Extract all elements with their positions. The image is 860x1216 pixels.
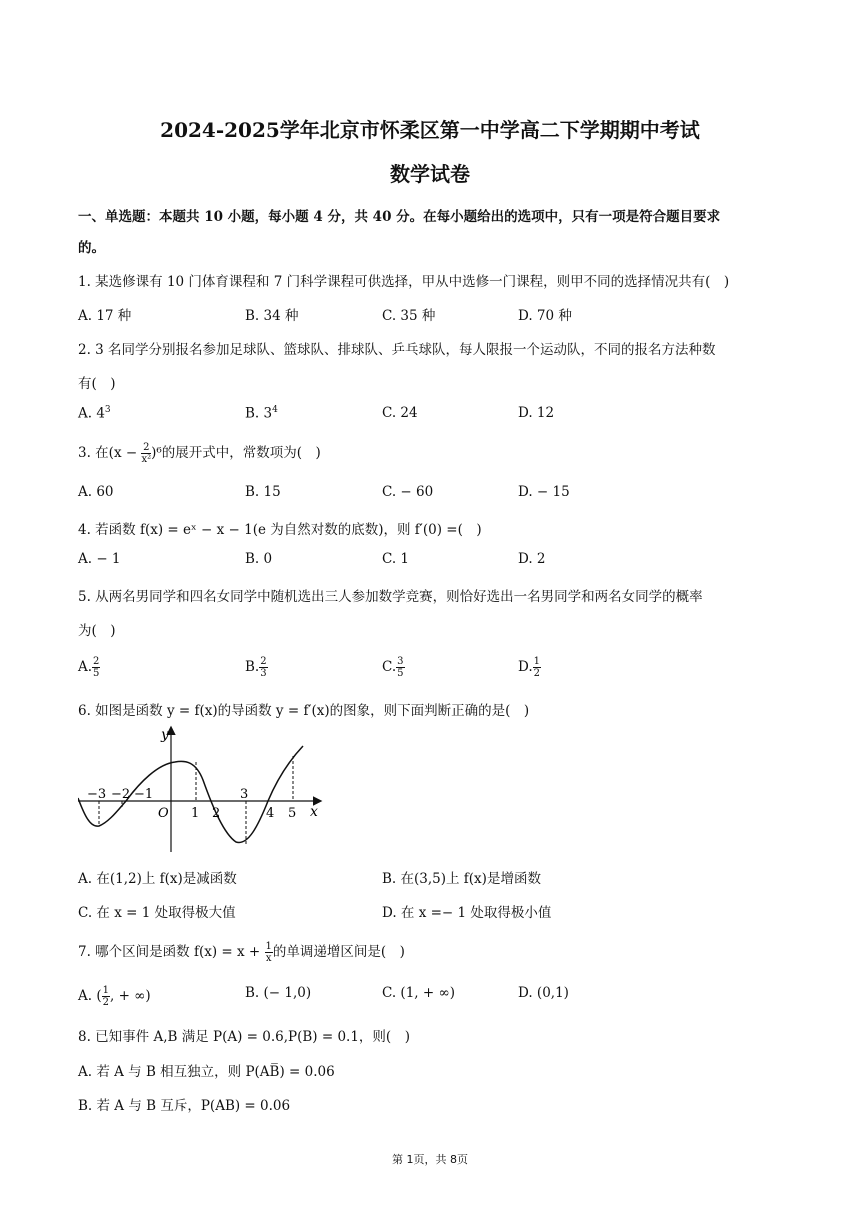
q8-stem: 8. 已知事件 A,B 满足 P(A) = 0.6,P(B) = 0.1，则( ) bbox=[78, 1029, 410, 1045]
x-axis-label: x bbox=[310, 804, 318, 820]
q7-option-d: D. (0,1) bbox=[518, 985, 569, 1001]
q1-stem: 1. 某选修课有 10 门体育课程和 7 门科学课程可供选择，甲从中选修一门课程，则甲不同的选择情况共有( ) bbox=[78, 274, 730, 290]
q2-option-d: D. 12 bbox=[518, 405, 555, 421]
q8-option-a: A. 若 A 与 B 相互独立，则 P(AB̅) = 0.06 bbox=[78, 1064, 335, 1080]
q6-derivative-graph bbox=[78, 722, 328, 857]
q3-option-d: D. − 15 bbox=[518, 484, 570, 500]
q4-stem: 4. 若函数 f(x) = eˣ − x − 1(e 为自然对数的底数)，则 f′(0) =( ) bbox=[78, 522, 482, 538]
q5-stem-line2: 为( ) bbox=[78, 623, 116, 639]
q5-option-b: B. $\frac{2}{3}$ bbox=[245, 656, 267, 679]
q7-option-b: B. (− 1,0) bbox=[245, 985, 312, 1001]
q6-stem: 6. 如图是函数 y = f(x)的导函数 y = f′(x)的图象，则下面判断正确的是( ) bbox=[78, 703, 530, 719]
exam-title: 2024-2025学年北京市怀柔区第一中学高二下学期期中考试 bbox=[160, 118, 700, 142]
q3-fraction: $\frac{2}{\text{x²}}$ bbox=[141, 442, 152, 465]
q6-option-a: A. 在(1,2)上 f(x)是减函数 bbox=[78, 871, 237, 887]
q2-option-c: C. 24 bbox=[382, 405, 418, 421]
q4-option-a: A. − 1 bbox=[78, 551, 121, 567]
q5-option-c: C. $\frac{3}{5}$ bbox=[382, 656, 404, 679]
q3-option-a: A. 60 bbox=[78, 484, 114, 500]
tick-label-3: 3 bbox=[240, 787, 249, 802]
q7-fraction: $\frac{1}{x}$ bbox=[265, 941, 272, 964]
q1-option-c: C. 35 种 bbox=[382, 308, 436, 324]
q5-option-d: D. $\frac{1}{2}$ bbox=[518, 656, 541, 679]
q3-option-b: B. 15 bbox=[245, 484, 281, 500]
section-heading-line2: 的。 bbox=[78, 240, 105, 256]
origin-label: O bbox=[158, 806, 169, 821]
q1-option-a: A. 17 种 bbox=[78, 308, 132, 324]
q4-option-b: B. 0 bbox=[245, 551, 273, 567]
q6-option-c: C. 在 x = 1 处取得极大值 bbox=[78, 905, 236, 921]
q2-option-a: A. $4^3$ bbox=[78, 405, 111, 422]
q1-option-b: B. 34 种 bbox=[245, 308, 299, 324]
tick-label-neg3: −3 bbox=[87, 787, 107, 802]
q7-stem: 7. 哪个区间是函数 f(x) = x + $\frac{1}{x}$ 的单调递增区间是( ) bbox=[78, 941, 405, 964]
page-footer: 第 1页，共 8页 bbox=[392, 1153, 468, 1166]
q4-option-c: C. 1 bbox=[382, 551, 410, 567]
tick-label-neg1: −1 bbox=[134, 787, 154, 802]
q1-option-d: D. 70 种 bbox=[518, 308, 572, 324]
exam-subtitle: 数学试卷 bbox=[390, 162, 470, 186]
q8-option-b: B. 若 A 与 B 互斥，P(AB) = 0.06 bbox=[78, 1098, 291, 1114]
y-axis-label: y bbox=[161, 727, 169, 743]
tick-label-1: 1 bbox=[191, 806, 200, 821]
q6-option-b: B. 在(3,5)上 f(x)是增函数 bbox=[382, 871, 541, 887]
section-heading-line1: 一、单选题：本题共 10 小题，每小题 4 分，共 40 分。在每小题给出的选项中，只有一项是符合题目要求 bbox=[78, 209, 721, 225]
tick-label-4: 4 bbox=[266, 806, 275, 821]
q2-option-b: B. $3^4$ bbox=[245, 405, 278, 422]
q7-option-a: A. ( $\frac{1}{2}$ , + ∞) bbox=[78, 985, 151, 1008]
q3-stem: 3. 在(x − $\frac{2}{\text{x²}}$ )⁶的展开式中，常数项为( ) bbox=[78, 442, 321, 465]
q4-option-d: D. 2 bbox=[518, 551, 546, 567]
q5-stem-line1: 5. 从两名男同学和四名女同学中随机选出三人参加数学竞赛，则恰好选出一名男同学和两名女同学的概率 bbox=[78, 589, 703, 605]
q5-option-a: A. $\frac{2}{5}$ bbox=[78, 656, 100, 679]
tick-label-2: 2 bbox=[212, 806, 221, 821]
tick-label-neg2: −2 bbox=[111, 787, 131, 802]
q7-option-c: C. (1, + ∞) bbox=[382, 985, 455, 1001]
tick-label-5: 5 bbox=[288, 806, 297, 821]
q2-stem-line2: 有( ) bbox=[78, 376, 116, 392]
q2-stem-line1: 2. 3 名同学分别报名参加足球队、篮球队、排球队、乒乓球队，每人限报一个运动队，不同的报名方法种数 bbox=[78, 342, 716, 358]
q3-option-c: C. − 60 bbox=[382, 484, 434, 500]
q6-option-d: D. 在 x =− 1 处取得极小值 bbox=[382, 905, 552, 921]
